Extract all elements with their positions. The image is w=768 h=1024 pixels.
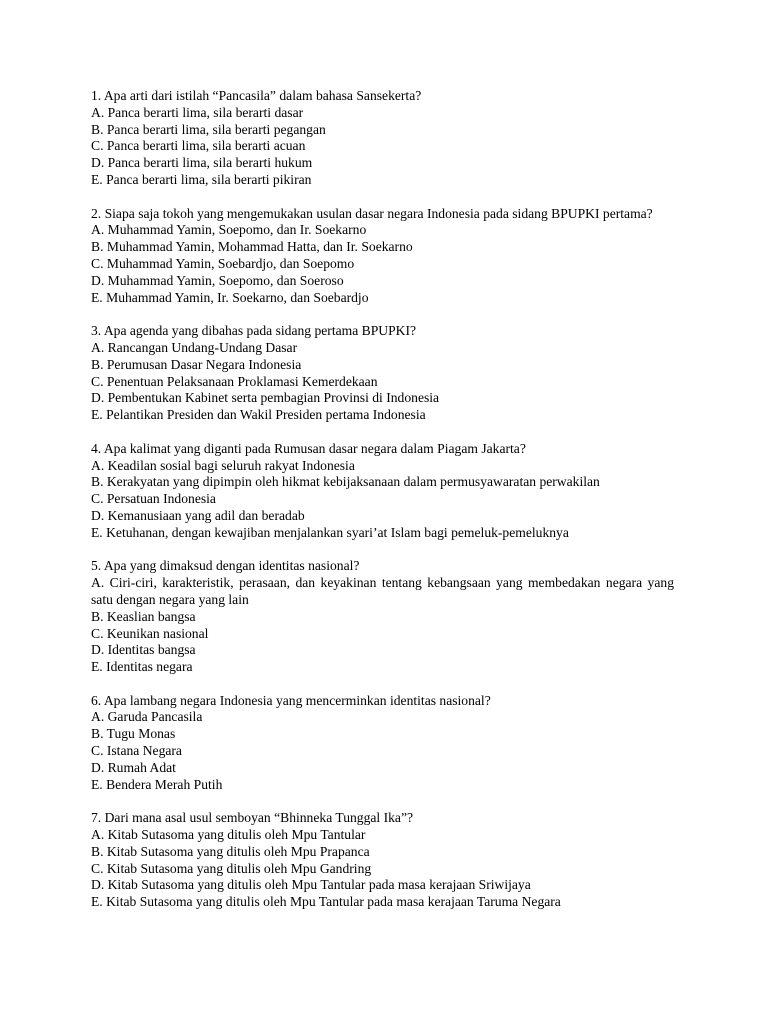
document-page: [91, 88, 674, 928]
question-4: [91, 441, 674, 542]
option-a: A. Muhammad Yamin, Soepomo, dan Ir. Soekarno: [91, 222, 367, 238]
option-a: A. Panca berarti lima, sila berarti dasar: [91, 104, 304, 120]
option-a: A. Rancangan Undang-Undang Dasar: [91, 339, 298, 355]
question-3: [91, 323, 674, 424]
option-b: B. Muhammad Yamin, Mohammad Hatta, dan Ir. Soekarno: [91, 239, 413, 255]
option-b: B. Panca berarti lima, sila berarti pegangan: [91, 121, 326, 137]
option-d: D. Rumah Adat: [91, 759, 176, 775]
question-text: 7. Dari mana asal usul semboyan “Bhinneka Tunggal Ika”?: [91, 810, 414, 826]
option-d: D. Panca berarti lima, sila berarti hukum: [91, 155, 313, 171]
option-c: C. Kitab Sutasoma yang ditulis oleh Mpu Gandring: [91, 860, 372, 876]
option-e: E. Panca berarti lima, sila berarti pikiran: [91, 171, 312, 187]
option-c: C. Muhammad Yamin, Soebardjo, dan Soepomo: [91, 255, 355, 271]
option-b: B. Kitab Sutasoma yang ditulis oleh Mpu Prapanca: [91, 843, 370, 859]
option-b: B. Tugu Monas: [91, 726, 176, 742]
option-a: A. Garuda Pancasila: [91, 709, 203, 725]
option-a: A. Kitab Sutasoma yang ditulis oleh Mpu Tantular: [91, 827, 366, 843]
option-c: C. Keunikan nasional: [91, 625, 209, 641]
option-a: A. Keadilan sosial bagi seluruh rakyat Indonesia: [91, 457, 355, 473]
question-text: 6. Apa lambang negara Indonesia yang mencerminkan identitas nasional?: [91, 692, 491, 708]
option-e: E. Identitas negara: [91, 659, 193, 675]
question-text: 2. Siapa saja tokoh yang mengemukakan usulan dasar negara Indonesia pada sidang BPUPKI pertama?: [91, 205, 653, 221]
option-e: E. Muhammad Yamin, Ir. Soekarno, dan Soebardjo: [91, 289, 369, 305]
question-2: [91, 206, 674, 307]
option-b: B. Kerakyatan yang dipimpin oleh hikmat kebijaksanaan dalam permusyawaratan perwakilan: [91, 474, 600, 490]
option-e: E. Ketuhanan, dengan kewajiban menjalankan syari’at Islam bagi pemeluk-pemeluknya: [91, 524, 569, 540]
question-6: [91, 693, 674, 794]
option-b: B. Perumusan Dasar Negara Indonesia: [91, 356, 302, 372]
question-1: [91, 88, 674, 189]
question-text: 4. Apa kalimat yang diganti pada Rumusan dasar negara dalam Piagam Jakarta?: [91, 440, 526, 456]
option-c: C. Persatuan Indonesia: [91, 491, 216, 507]
option-d: D. Muhammad Yamin, Soepomo, dan Soeroso: [91, 272, 344, 288]
option-e: E. Pelantikan Presiden dan Wakil Presiden pertama Indonesia: [91, 407, 426, 423]
option-d: D. Identitas bangsa: [91, 642, 196, 658]
option-d: D. Pembentukan Kabinet serta pembagian Provinsi di Indonesia: [91, 390, 440, 406]
option-c: C. Panca berarti lima, sila berarti acuan: [91, 138, 306, 154]
option-b: B. Keaslian bangsa: [91, 608, 196, 624]
question-text: 3. Apa agenda yang dibahas pada sidang pertama BPUPKI?: [91, 323, 417, 339]
option-c: C. Penentuan Pelaksanaan Proklamasi Kemerdekaan: [91, 373, 378, 389]
question-5: [91, 558, 674, 676]
question-text: 5. Apa yang dimaksud dengan identitas nasional?: [91, 558, 360, 574]
option-d: D. Kemanusiaan yang adil dan beradab: [91, 507, 305, 523]
option-d: D. Kitab Sutasoma yang ditulis oleh Mpu Tantular pada masa kerajaan Sriwijaya: [91, 877, 531, 893]
option-c: C. Istana Negara: [91, 743, 182, 759]
question-7: [91, 810, 674, 911]
option-a: A. Ciri-ciri, karakteristik, perasaan, dan keyakinan tentang kebangsaan yang membedakan negara yang satu dengan negara yang lain: [91, 575, 674, 607]
option-e: E. Bendera Merah Putih: [91, 776, 223, 792]
question-text: 1. Apa arti dari istilah “Pancasila” dalam bahasa Sansekerta?: [91, 88, 422, 103]
option-e: E. Kitab Sutasoma yang ditulis oleh Mpu Tantular pada masa kerajaan Taruma Negara: [91, 894, 561, 910]
